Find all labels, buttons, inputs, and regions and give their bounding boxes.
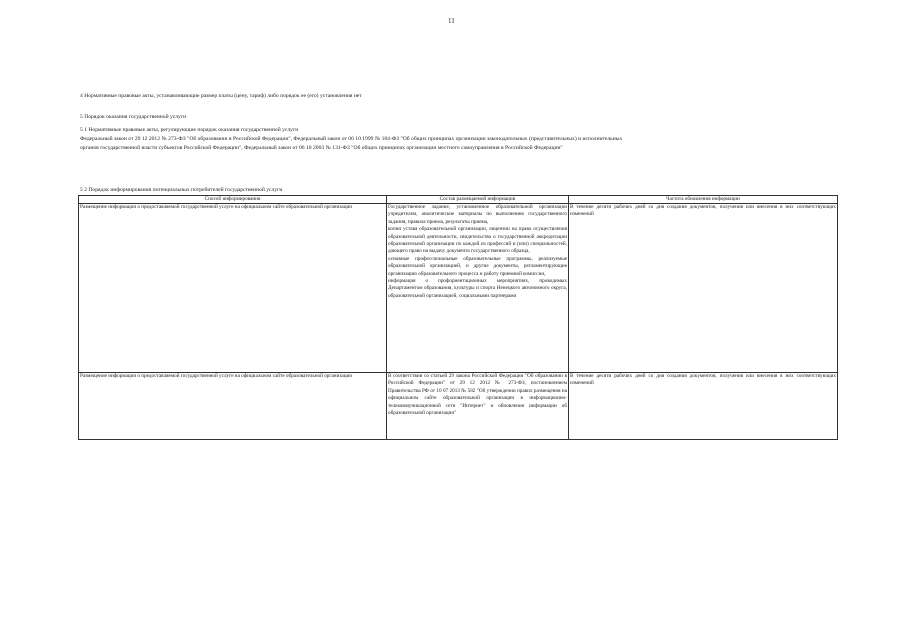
- content-paragraph: копии устава образовательной организации, лицензии на право осуществления образовательной деятельности, свидетельство о государственной аккредитации образовательной организации по каждой из профессий и (или) специальностей, дающего право на выдачу документа государственного образца,: [388, 226, 567, 255]
- cell-method: Размещение информации о предоставляемой государственной услуге на официальном сайте образовательной организации: [79, 204, 387, 373]
- section-4-text: 4 Нормативные правовые акты, устанавливающие размер платы (цену, тариф) либо порядок ее (его) установления нет: [80, 93, 362, 99]
- content-paragraph: Государственное задание, установленное образовательной организации учредителем, аналитические материалы по выполнению государственного задания, правила приема, результаты приема,: [388, 204, 567, 225]
- content-paragraph: основные профессиональные образовательные программы, реализуемые образовательной организацией, и другие документы, регламентирующие организацию образовательного процесса и работу приемной комиссии,: [388, 255, 567, 277]
- section-5-2-title: 5 2 Порядок информирования потенциальных потребителей государственной услуги: [80, 187, 283, 193]
- cell-method: Размещение информации о предоставляемой государственной услуге на официальном сайте образовательной организации: [79, 373, 387, 440]
- section-5-1-text-line-1: Федеральный закон от 29 12 2012 № 273-ФЗ "Об образовании в Российской Федерации", Федеральный закон от 06 10 1999 № 184-ФЗ "Об общих принципах организации законодательных (представительных) и исполнительных: [80, 136, 623, 142]
- header-content: Состав размещаемой информации: [387, 196, 569, 204]
- page-number: 11: [448, 17, 455, 25]
- section-5-1-text-line-2: органов государственной власти субъектов Российской Федерации", Федеральный закон от 06 10 2003 № 131-ФЗ "Об общих принципах организации местного самоуправления в Российской Федерации": [80, 145, 563, 151]
- table-row: [79, 204, 838, 373]
- content-paragraph: информация о профориентационных мероприятиях, проводимых Департаментом образования, культуры и спорта Ненецкого автономного округа, образовательной организацией, социальными партнерами: [388, 278, 567, 299]
- cell-frequency: В течение десяти рабочих дней со дня создания документов, получения или внесения в них соответствующих изменений: [569, 204, 838, 373]
- header-frequency: Частота обновления информации: [569, 196, 838, 204]
- content-paragraph: В соответствии со статьей 29 закона Российской Федерации "Об образовании в Российской Федерации" от 29 12 2012 № 273-ФЗ, постановлением Правительства РФ от 10 07 2013 № 582 "Об утверждении правил размещения на официальном сайте образовательной организации в информационно-телекоммуникационной сети "Интернет" и обновления информации об образовательной организации": [388, 373, 567, 417]
- information-table: [78, 195, 838, 440]
- table-row: [79, 373, 838, 440]
- cell-content: [387, 373, 569, 440]
- cell-frequency: В течение десяти рабочих дней со дня создания документов, получения или внесения в них соответствующих изменений: [569, 373, 838, 440]
- cell-content: [387, 204, 569, 373]
- section-5-title: 5 Порядок оказания государственной услуги: [80, 114, 187, 120]
- section-5-1-title: 5 1 Нормативные правовые акты, регулирующие порядок оказания государственной услуги: [80, 127, 299, 133]
- header-method: Способ информирования: [79, 196, 387, 204]
- table-header-row: [79, 196, 838, 204]
